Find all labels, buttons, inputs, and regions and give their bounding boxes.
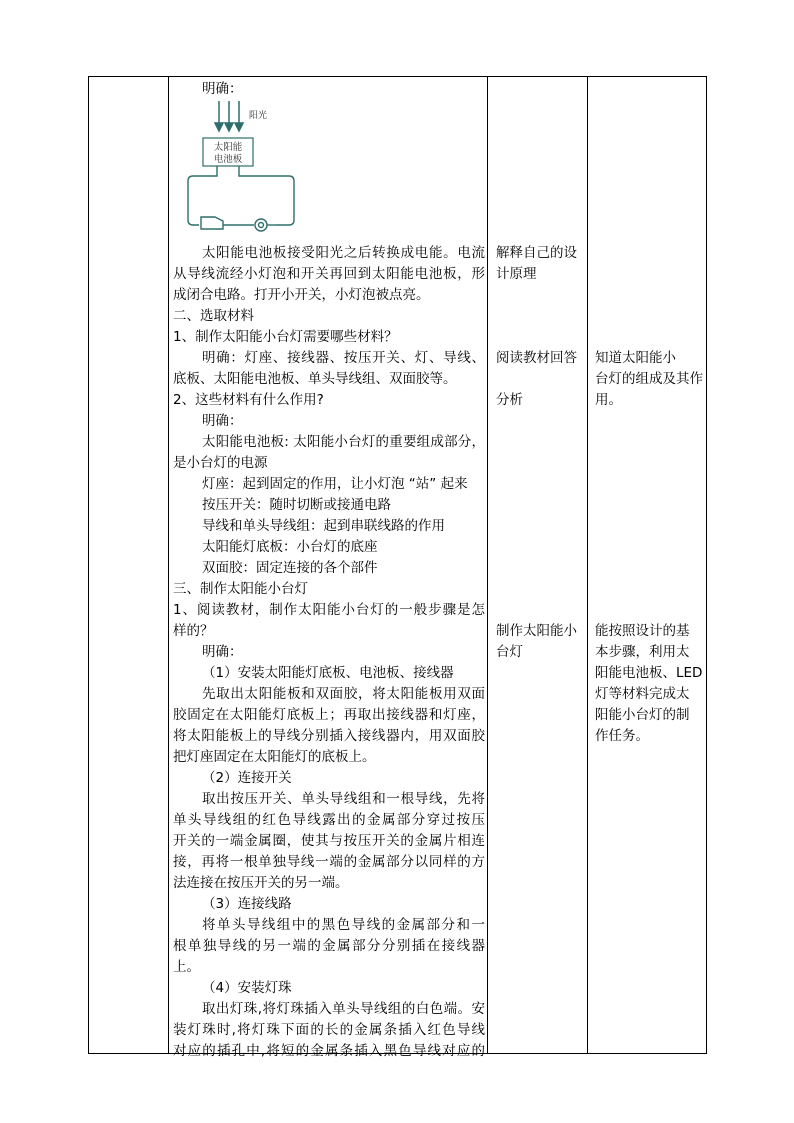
goal-line: 用。 bbox=[595, 392, 622, 408]
goal-line: 阳能电池板、LED bbox=[595, 665, 703, 681]
activity-line: 台灯 bbox=[496, 644, 523, 660]
answer-line: 底板、太阳能电池板、单头导线组、双面胶等。 bbox=[173, 371, 457, 387]
section-title: 二、选取材料 bbox=[173, 308, 254, 324]
step-title: （3）连接线路 bbox=[202, 896, 292, 912]
goal-line: 灯等材料完成太 bbox=[595, 686, 690, 702]
answer-line: 明确：灯座、接线器、按压开关、灯、导线、 bbox=[202, 350, 485, 366]
answer-line: 双面胶：固定连接的各个部件 bbox=[202, 560, 378, 576]
step-line: 法连接在按压开关的另一端。 bbox=[173, 875, 349, 891]
column-divider bbox=[168, 77, 169, 1053]
step-line: 单头导线组的红色导线露出的金属部分穿过按压 bbox=[173, 812, 485, 828]
answer-line: 太阳能灯底板：小台灯的底座 bbox=[202, 539, 378, 555]
question: 样的？ bbox=[173, 623, 214, 639]
goal-line: 本步骤，利用太 bbox=[595, 644, 690, 660]
answer-line: 导线和单头导线组：起到串联线路的作用 bbox=[202, 518, 445, 534]
goal-line: 知道太阳能小 bbox=[595, 350, 676, 366]
circuit-diagram bbox=[187, 97, 327, 247]
answer-line: 太阳能电池板: 太阳能小台灯的重要组成部分， bbox=[202, 434, 485, 450]
step-line: 对应的插孔中,将短的金属条插入黑色导线对应的 bbox=[173, 1043, 485, 1059]
goal-line: 阳能小台灯的制 bbox=[595, 707, 690, 723]
step-line: 将单头导线组中的黑色导线的金属部分和一 bbox=[202, 917, 485, 933]
explain-line: 太阳能电池板接受阳光之后转换成电能。电流 bbox=[202, 245, 485, 261]
goal-line: 能按照设计的基 bbox=[595, 623, 690, 639]
step-line: 根单独导线的另一端的金属部分分别插在接线器 bbox=[173, 938, 485, 954]
step-line: 装灯珠时,将灯珠下面的长的金属条插入红色导线 bbox=[173, 1022, 485, 1038]
column-divider bbox=[487, 77, 488, 1053]
bulb-icon bbox=[255, 219, 267, 231]
question: 2、这些材料有什么作用? bbox=[173, 392, 324, 408]
answer-label: 明确： bbox=[202, 644, 243, 660]
step-line: 开关的一端金属圈，使其与按压开关的金属片相连 bbox=[173, 833, 485, 849]
lesson-table bbox=[88, 76, 707, 1059]
column-divider bbox=[587, 77, 588, 1053]
question: 1、阅读教材，制作太阳能小台灯的一般步骤是怎 bbox=[173, 602, 485, 618]
answer-line: 是小台灯的电源 bbox=[173, 455, 268, 471]
section-title: 三、制作太阳能小台灯 bbox=[173, 581, 308, 597]
activity-line: 计原理 bbox=[496, 266, 537, 282]
step-line: 取出按压开关、单头导线组和一根导线，先将 bbox=[202, 791, 485, 807]
step-title: （2）连接开关 bbox=[202, 770, 292, 786]
activity-line: 分析 bbox=[496, 392, 523, 408]
question: 1、制作太阳能小台灯需要哪些材料？ bbox=[173, 329, 398, 345]
panel-label-line2: 电池板 bbox=[213, 154, 243, 165]
step-line: 把灯座固定在太阳能灯的底板上。 bbox=[173, 749, 376, 765]
activity-line: 解释自己的设 bbox=[496, 245, 577, 261]
answer-label: 明确： bbox=[202, 413, 243, 429]
intro-label: 明确： bbox=[202, 81, 243, 97]
activity-line: 制作太阳能小 bbox=[496, 623, 577, 639]
step-line: 接，再将一根单独导线一端的金属部分以同样的方 bbox=[173, 854, 485, 870]
answer-line: 灯座：起到固定的作用，让小灯泡 “站” 起来 bbox=[202, 476, 468, 492]
step-line: 上。 bbox=[173, 959, 200, 975]
step-line: 取出灯珠,将灯珠插入单头导线组的白色端。安 bbox=[202, 1001, 485, 1017]
step-line: 将太阳能板上的导线分别插入接线器内，用双面胶 bbox=[173, 728, 485, 744]
answer-line: 按压开关：随时切断或接通电路 bbox=[202, 497, 391, 513]
step-line: 胶固定在太阳能灯底板上；再取出接线器和灯座， bbox=[173, 707, 485, 723]
activity-line: 阅读教材回答 bbox=[496, 350, 577, 366]
sunlight-label: 阳光 bbox=[249, 111, 268, 121]
explain-line: 成闭合电路。打开小开关，小灯泡被点亮。 bbox=[173, 287, 430, 303]
goal-line: 台灯的组成及其作 bbox=[595, 371, 703, 387]
explain-line: 从导线流经小灯泡和开关再回到太阳能电池板，形 bbox=[173, 266, 485, 282]
goal-line: 作任务。 bbox=[595, 728, 649, 744]
step-title: （4）安装灯珠 bbox=[202, 980, 292, 996]
step-line: 先取出太阳能板和双面胶，将太阳能板用双面 bbox=[202, 686, 485, 702]
step-title: （1）安装太阳能灯底板、电池板、接线器 bbox=[202, 665, 454, 681]
panel-label-line1: 太阳能 bbox=[213, 142, 243, 153]
